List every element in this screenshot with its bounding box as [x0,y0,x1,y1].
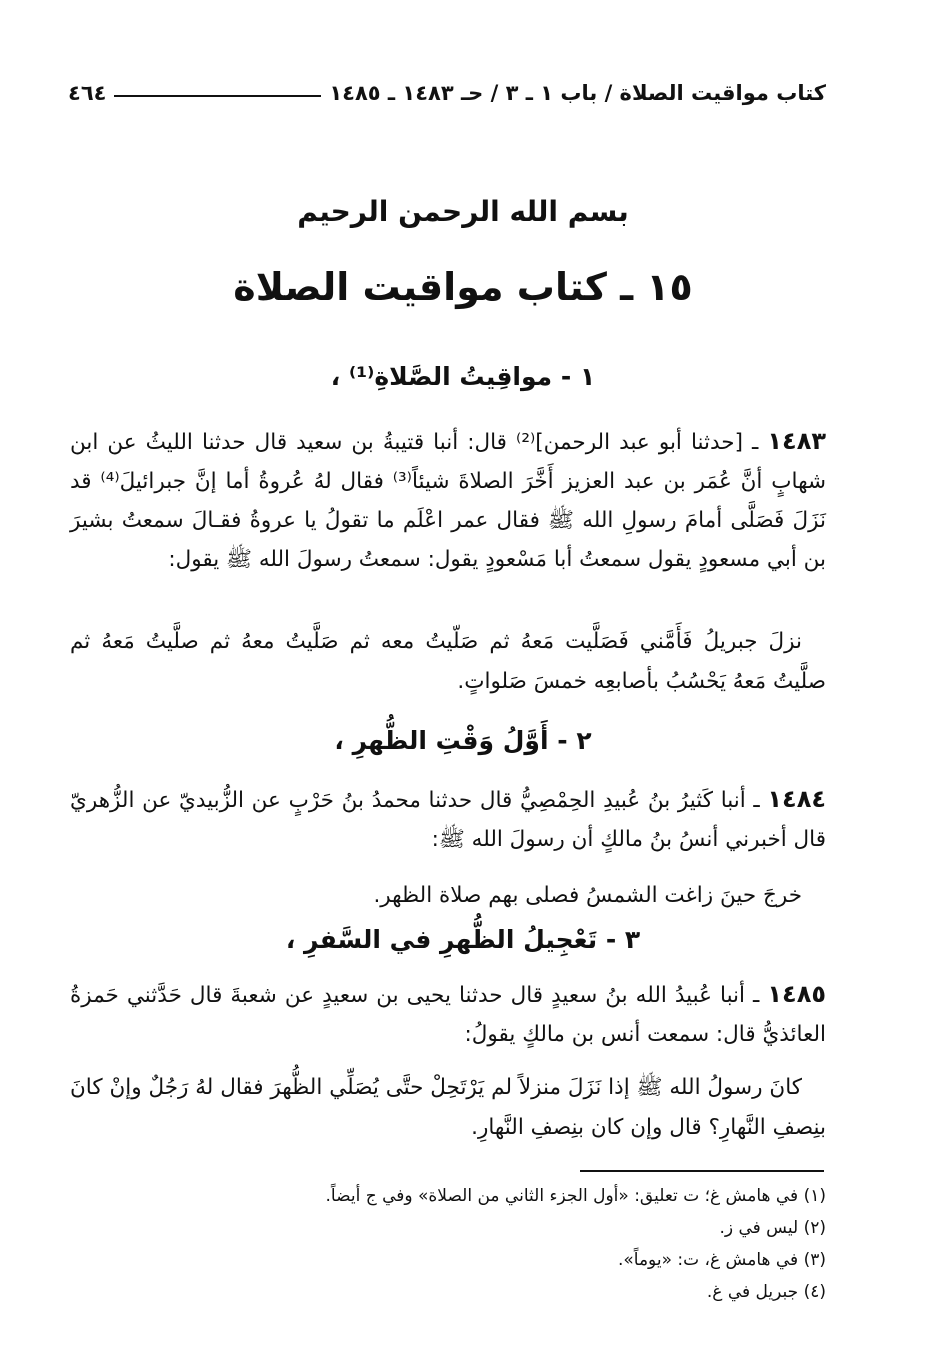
hadith-number: ١٤٨٣ [767,427,826,455]
section-title-3: ٣ - تَعْجِيلُ الظُّهرِ في السَّفرِ ، [285,925,641,954]
hadith-number: ١٤٨٤ [767,785,826,813]
running-header [60,78,826,108]
page-number: ٤٦٤ [68,81,107,105]
isnad-text: ـ أنبا كَثيرُ بنُ عُبيدِ الحِمْصِيُّ قال حدثنا محمدُ بنُ حَرْبٍ عن الزُّبيديّ عن الزُّهريّ قال أخبرني أنسُ بنُ مالكٍ أن رسولَ الله ﷺ: [70,788,826,852]
hadith-number: ١٤٨٥ [767,980,826,1008]
hadith-matn-1483: نزلَ جبريلُ فَأَمَّني فَصَلَّيت مَعهُ ثم صَلّيتُ معه ثم صَلَّيتُ معهُ ثم صلَّيتُ مَعهُ ثم صلَّيتُ مَعهُ يَحْسُبُ بأصابعِه خمسَ صَلواتٍ. [70,629,826,694]
hadith-matn-1484: خرجَ حينَ زاغت الشمسُ فصلى بهم صلاة الظهر. [373,883,802,908]
footnote-2: (٢) ليس في ز. [719,1218,826,1238]
footnotes [200,1180,826,1308]
section-title-2: ٢ - أَوَّلُ وَقْتِ الظُّهرِ ، [334,726,592,755]
hadith-matn-1485: كانَ رسولُ الله ﷺ إذا نَزَلَ منزلاً لم يَرْتَحِلْ حتَّى يُصَلِّي الظُّهرَ فقال لهُ رَجُلٌ وإنْ كانَ بنِصفِ النَّهارِ؟ قال وإن كان بنِصفِ النَّهارِ. [70,1075,826,1140]
book-title: ١٥ ـ كتاب مواقيت الصلاة [233,265,693,309]
hadith-isnad-1483 [70,422,826,579]
header-rule [114,95,321,97]
footnote-1: (١) في هامش غ؛ ت تعليق: «أول الجزء الثاني من الصلاة» وفي ج أيضاً. [325,1186,826,1206]
isnad-text: ـ [حدثنا أبو عبد الرحمن]⁽²⁾ قال: أنبا قتيبةُ بن سعيد قال حدثنا الليثُ عن ابن شهابٍ أنَّ عُمَر بن عبد العزيز أَخَّرَ الصلاةَ شيئاً⁽³⁾ فقال لهُ عُروةُ أما إنَّ جبرائيلَ⁽⁴⁾ قد نَزَلَ فَصَلَّى أمامَ رسولِ الله ﷺ فقال عمر اعْلَم ما تقولُ يا عروةُ فقـالَ سمعتُ بشيرَ بن أبي مسعودٍ يقول سمعتُ أبا مَسْعودٍ يقول: سمعتُ رسولَ الله ﷺ يقول: [70,430,826,572]
footnote-rule [580,1170,824,1172]
footnote-4: (٤) جبريل في غ. [706,1282,826,1302]
footnote-3: (٣) في هامش غ، ت: «يوماً». [617,1250,826,1270]
hadith-isnad-1485 [70,975,826,1054]
running-title: كتاب مواقيت الصلاة / باب ١ ـ ٣ / حـ ١٤٨٣ ـ ١٤٨٥ [329,81,826,105]
section-title-1: ١ - مواقِيتُ الصَّلاةِ⁽¹⁾ ، [330,362,596,391]
isnad-text: ـ أنبا عُبيدُ الله بنُ سعيدٍ قال حدثنا يحيى بن سعيدٍ عن شعبةَ قال حَدَّثني حَمزةُ العائذيُّ قال: سمعت أنس بن مالكٍ يقولُ: [70,983,826,1047]
hadith-isnad-1484 [70,780,826,859]
basmala: بسم الله الرحمن الرحيم [297,195,629,228]
